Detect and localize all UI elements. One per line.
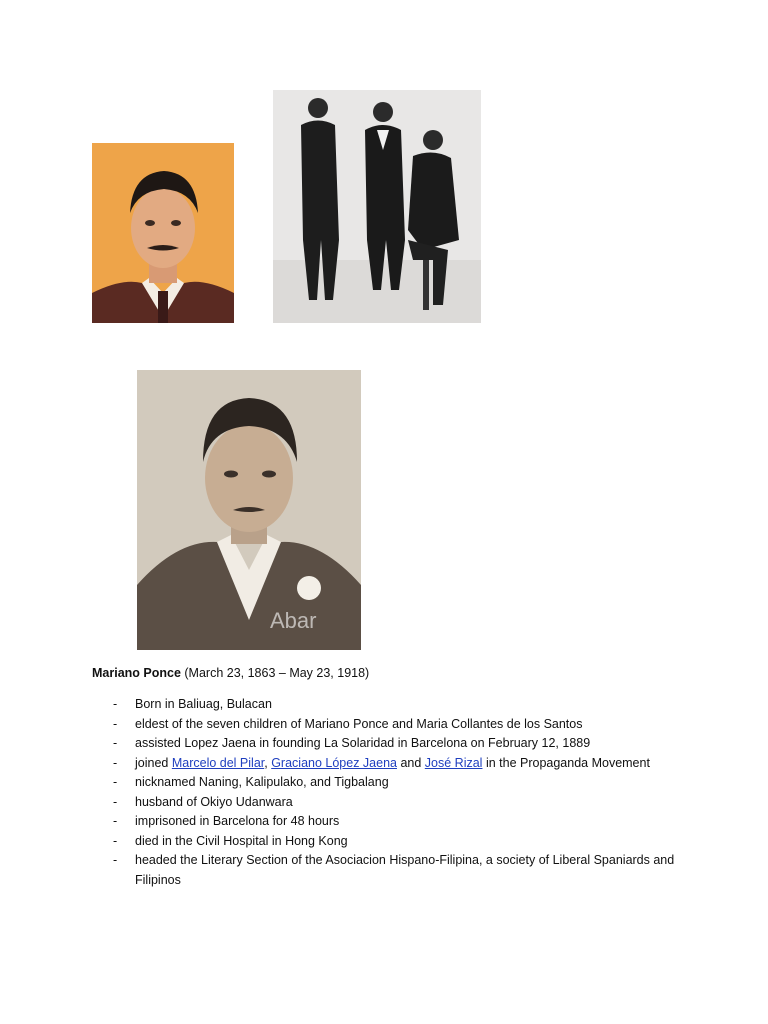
mariano-ponce-portrait-image — [137, 370, 361, 650]
link-jose-rizal[interactable]: José Rizal — [424, 755, 483, 770]
watermark-text: Abar — [270, 608, 317, 633]
list-bullet: - — [113, 853, 118, 867]
list-bullet: - — [113, 814, 118, 828]
list-item-text: Born in Baliuag, Bulacan — [135, 697, 272, 711]
list-bullet: - — [113, 697, 118, 711]
list-bullet: - — [113, 716, 118, 731]
portrait-caption — [92, 664, 369, 682]
list-item-text-suffix: in the Propaganda Movement — [482, 755, 650, 770]
list-item-separator: and — [396, 755, 425, 770]
list-bullet: - — [113, 755, 118, 770]
list-item-text: headed the Literary Section of the Asociacion Hispano-Filipina, a society of Liberal Spaniards and Filipinos — [135, 853, 675, 887]
list-item — [113, 773, 703, 793]
list-item-text: imprisoned in Barcelona for 48 hours — [135, 814, 340, 828]
link-marcelo-del-pilar[interactable]: Marcelo del Pilar — [171, 755, 265, 770]
list-item — [113, 851, 703, 890]
subject-name: Mariano Ponce — [92, 666, 181, 680]
list-item-text: died in the Civil Hospital in Hong Kong — [135, 833, 348, 848]
list-bullet: - — [113, 775, 118, 789]
list-item — [113, 832, 703, 852]
subject-dates: (March 23, 1863 – May 23, 1918) — [180, 666, 370, 680]
list-item — [113, 754, 703, 774]
list-item — [113, 734, 703, 754]
list-item — [113, 793, 703, 813]
list-item — [113, 812, 703, 832]
group-photograph-image — [273, 90, 481, 323]
list-item-text: nicknamed Naning, Kalipulako, and Tigbalang — [135, 775, 389, 789]
portrait-painting-image — [92, 143, 234, 323]
list-item — [113, 695, 703, 715]
list-bullet: - — [113, 794, 118, 809]
list-item-text: eldest of the seven children of Mariano Ponce and Maria Collantes de los Santos — [135, 716, 583, 731]
list-bullet: - — [113, 736, 118, 750]
list-item-text: husband of Okiyo Udanwara — [135, 794, 293, 809]
list-bullet: - — [113, 833, 118, 848]
list-item-separator: , — [264, 755, 272, 770]
biography-facts-list — [113, 695, 703, 890]
list-item — [113, 715, 703, 735]
list-item-text: assisted Lopez Jaena in founding La Solaridad in Barcelona on February 12, 1889 — [135, 736, 591, 750]
list-item-text-prefix: joined — [135, 755, 172, 770]
link-graciano-lopez-jaena[interactable]: Graciano López Jaena — [271, 755, 397, 770]
